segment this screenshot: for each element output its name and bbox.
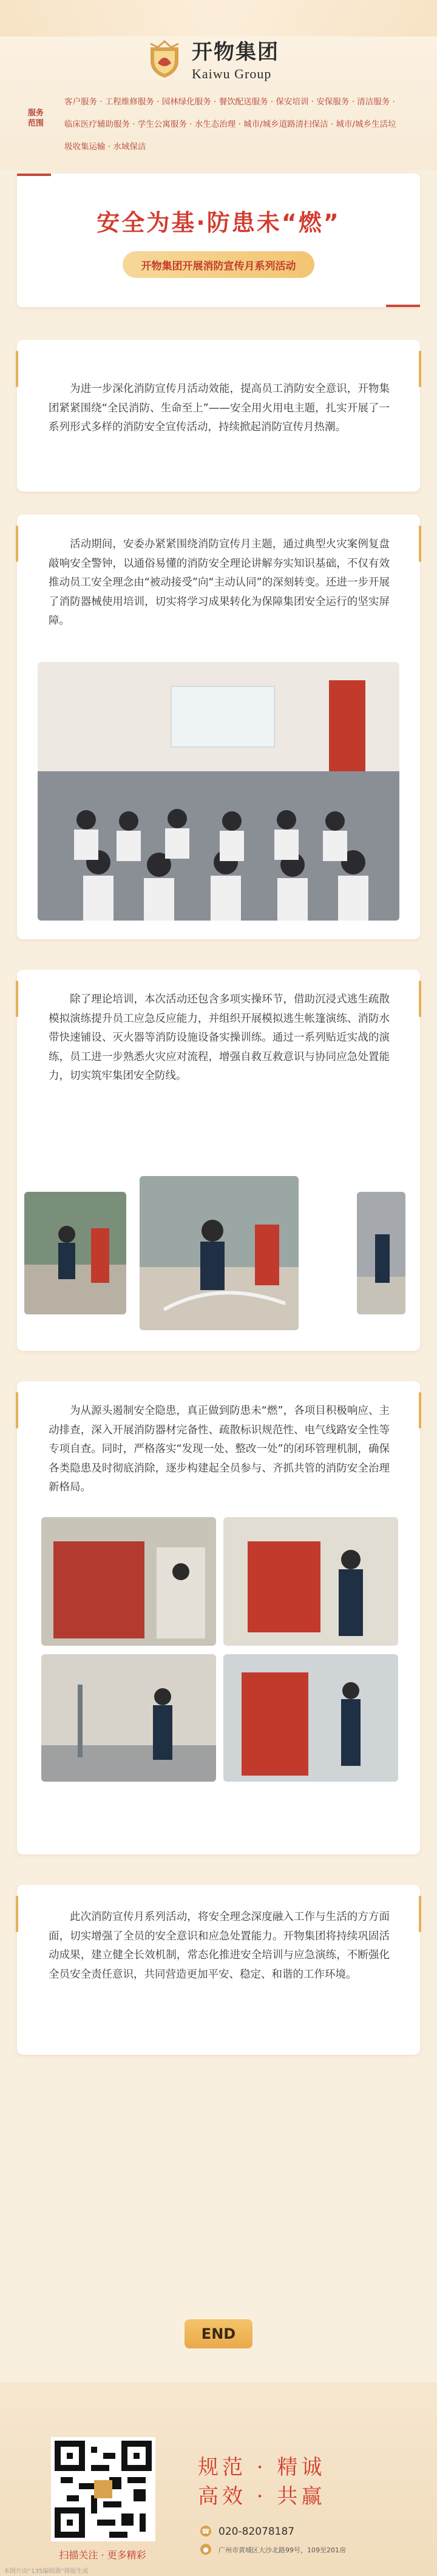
title-card <box>17 174 420 307</box>
drill-paragraph: 除了理论培训，本次活动还包含多项实操环节，借助沉浸式逃生疏散模拟演练提升员工应急反应能力，并组织开展模拟逃生帐篷演练、消防水带快速铺设、灭火器等消防设施设备实操训练。通过一系列贴近实战的演练，员工进一步熟悉火灾应对流程，增强自救互救意识与协同应急处置能力，切实筑牢集团安全防线。 <box>49 993 390 1082</box>
drill-photo-right <box>357 1192 405 1314</box>
location-icon: ● <box>200 2544 211 2555</box>
page-title: 安全为基·防患未“燃” <box>97 209 340 236</box>
brand-name-en: Kaiwu Group <box>192 66 272 81</box>
intro-card <box>17 340 420 492</box>
inspection-photo-2 <box>223 1517 398 1646</box>
drill-card <box>17 970 420 1351</box>
inspection-photo-1 <box>41 1517 216 1646</box>
service-scope-label: 服务范围 <box>28 109 44 128</box>
editor-credit: 本图片由“135编辑器”排版生成 <box>4 2568 89 2575</box>
brand-name-cn: 开物集团 <box>192 40 279 64</box>
service-scope-list: 客户服务 · 工程维修服务 · 园林绿化服务 · 餐饮配送服务 · 保安培训 · 安保服务 · 清洁服务 · 临床医疗辅助服务 · 学生公寓服务 · 水生态治理 · 城市/城乡道路清扫保洁 · 城市/城乡生活垃圾收集运输 · 水域保洁 <box>64 97 396 152</box>
intro-paragraph: 为进一步深化消防宣传月活动效能，提高员工消防安全意识，开物集团紧紧围绕“全民消防、生命至上”——安全用火用电主题，扎实开展了一系列形式多样的消防安全宣传活动，持续掀起消防宣传月热潮。 <box>49 383 390 433</box>
lecture-photo <box>38 662 399 921</box>
logo-emblem-icon <box>146 39 183 79</box>
brand-logo <box>146 35 279 82</box>
conclusion-card <box>17 1885 420 2055</box>
contact-phone: 020-82078187 <box>218 2526 295 2538</box>
conclusion-paragraph: 此次消防宣传月系列活动，将安全理念深度融入工作与生活的方方面面，切实增强了全员的安全意识和应急处置能力。开物集团将持续巩固活动成果，建立健全长效机制，常态化推进安全培训与应急演练，不断强化全员安全责任意识，共同营造更加平安、稳定、和谐的工作环境。 <box>49 1911 390 1981</box>
slogan-line-2: 高效 · 共赢 <box>198 2484 326 2509</box>
training-paragraph: 活动期间，安委办紧紧围绕消防宣传月主题，通过典型火灾案例复盘敲响安全警钟，以通俗易懂的消防安全理论讲解夯实知识基础，不仅有效推动员工安全理念由“被动接受”向“主动认同”的深刻转变。还进一步开展了消防器械使用培训，切实将学习成果转化为保障集团安全运行的坚实屏障。 <box>49 538 390 627</box>
end-label: END <box>185 2319 252 2348</box>
phone-icon: ☎ <box>200 2526 211 2537</box>
qr-code <box>51 2437 155 2541</box>
page-header <box>0 0 437 170</box>
inspection-photo-3 <box>41 1654 216 1782</box>
slogan-line-1: 规范 · 精诚 <box>198 2455 326 2480</box>
page-subtitle: 开物集团开展消防宣传月系列活动 <box>123 251 314 278</box>
contact-address: 广州市黄埔区大沙北路99号，109至201房 <box>218 2546 346 2554</box>
inspection-card <box>17 1381 420 1854</box>
drill-photo-left <box>24 1192 126 1314</box>
inspection-photo-4 <box>223 1654 398 1782</box>
drill-photo-center <box>140 1176 299 1330</box>
inspection-paragraph: 为从源头遏制安全隐患，真正做到防患未“燃”，各项目积极响应、主动排查，深入开展消防器材完备性、疏散标识规范性、电气线路安全性等专项自查。同时，严格落实“发现一处、整改一处”的闭环管理机制，确保各类隐患及时彻底消除，逐步构建起全员参与、齐抓共管的消防安全治理新格局。 <box>49 1405 390 1493</box>
qr-caption: 扫描关注 · 更多精彩 <box>59 2549 146 2561</box>
training-card <box>17 515 420 939</box>
page-footer <box>0 2382 437 2576</box>
